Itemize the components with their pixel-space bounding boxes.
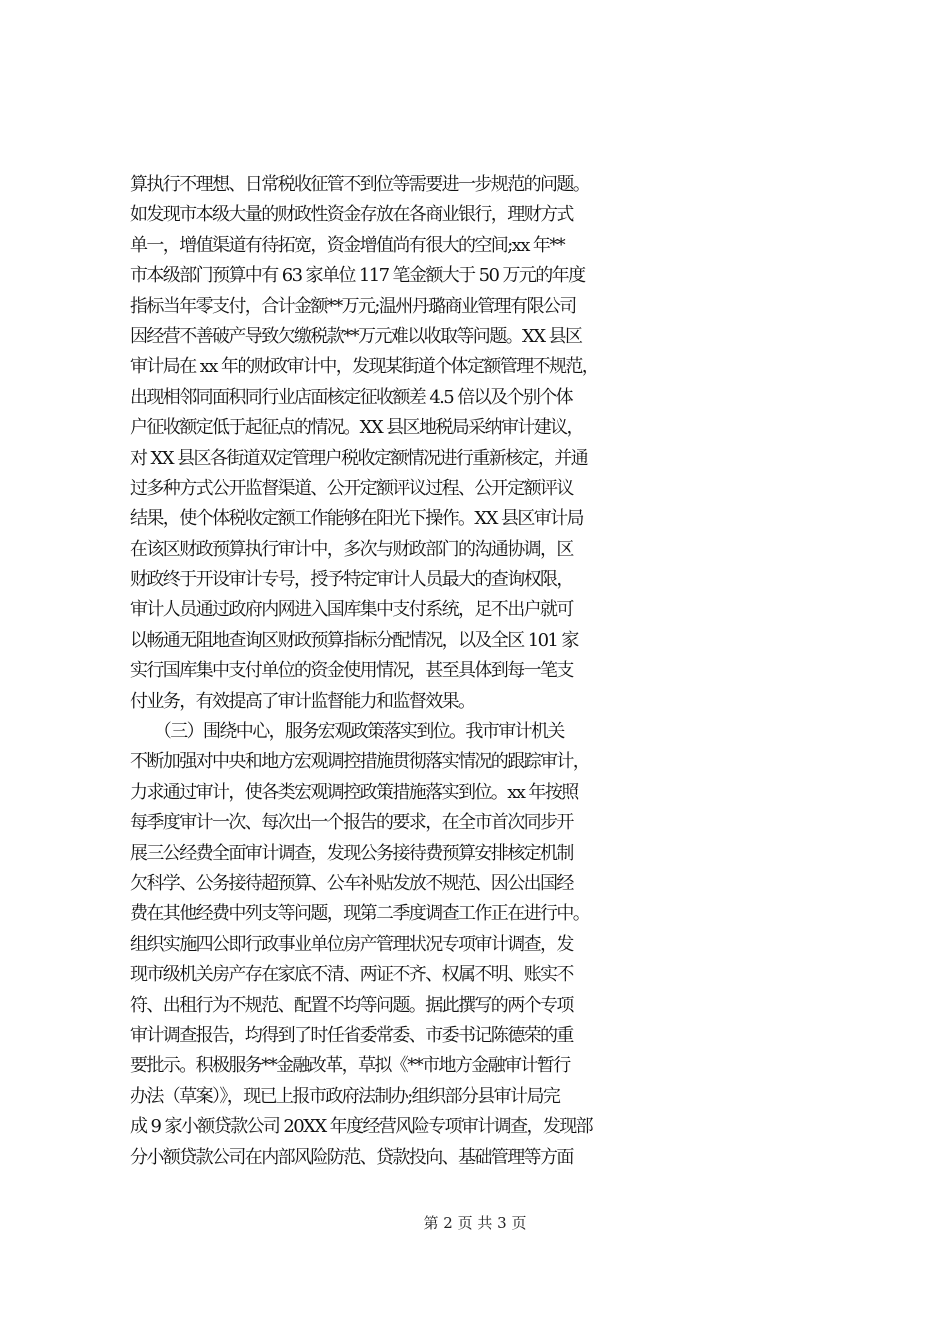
text-line: 展三公经费全面审计调查，发现公务接待费预算安排核定机制 [130,842,573,864]
text-line: 审计局在 xx 年的财政审计中，发现某街道个体定额管理不规范， [130,356,599,378]
text-line: 过多种方式公开监督渠道、公开定额评议过程、公开定额评议 [130,477,573,499]
text-line: 组织实施四公即行政事业单位房产管理状况专项审计调查，发 [130,933,573,955]
text-line: 审计调查报告，均得到了时任省委常委、市委书记陈德荣的重 [130,1024,573,1046]
text-line: 市本级部门预算中有 63 家单位 117 笔金额大于 50 万元的年度 [130,265,585,287]
text-line: 符、出租行为不规范、配置不均等问题。据此撰写的两个专项 [130,994,573,1016]
text-line: 因经营不善破产导致欠缴税款**万元难以收取等问题。XX 县区 [130,325,582,347]
text-line: 实行国库集中支付单位的资金使用情况，甚至具体到每一笔支 [130,660,573,682]
text-line: 不断加强对中央和地方宏观调控措施贯彻落实情况的跟踪审计， [130,751,590,773]
text-line: 力求通过审计，使各类宏观调控政策措施落实到位。xx 年按照 [130,781,578,803]
text-line: 对 XX 县区各街道双定管理户税收定额情况进行重新核定，并通 [130,447,588,469]
text-line: （三）围绕中心，服务宏观政策落实到位。我市审计机关 [130,721,564,743]
text-line: 如发现市本级大量的财政性资金存放在各商业银行，理财方式 [130,204,573,226]
text-line: 单一，增值渠道有待拓宽，资金增值尚有很大的空间;xx 年** [130,234,565,256]
text-line: 每季度审计一次、每次出一个报告的要求，在全市首次同步开 [130,812,573,834]
text-line: 财政终于开设审计专号，授予特定审计人员最大的查询权限， [130,569,573,591]
text-line: 户征收额定低于起征点的情况。XX 县区地税局采纳审计建议， [130,417,583,439]
text-line: 费在其他经费中列支等问题，现第二季度调查工作正在进行中。 [130,903,590,925]
text-line: 审计人员通过政府内网进入国库集中支付系统，足不出户就可 [130,599,573,621]
body-text [130,170,850,1173]
text-line: 成 9 家小额贷款公司 20XX 年度经营风险专项审计调查，发现部 [130,1116,593,1138]
text-line: 算执行不理想、日常税收征管不到位等需要进一步规范的问题。 [130,174,590,195]
text-line: 在该区财政预算执行审计中，多次与财政部门的沟通协调，区 [130,538,573,560]
text-line: 出现相邻同面积同行业店面核定征收额差 4.5 倍以及个别个体 [130,386,573,408]
text-line: 指标当年零支付，合计金额**万元;温州丹璐商业管理有限公司 [130,295,576,317]
text-line: 办法（草案）》，现已上报市政府法制办;组织部分县审计局完 [130,1085,560,1107]
text-line: 欠科学、公务接待超预算、公车补贴发放不规范、因公出国经 [130,872,573,894]
text-line: 付业务，有效提高了审计监督能力和监督效果。 [130,690,475,712]
page-footer: 第 2 页 共 3 页 [423,1214,527,1232]
text-line: 现市级机关房产存在家底不清、两证不齐、权属不明、账实不 [130,964,573,986]
text-line: 要批示。积极服务**金融改革，草拟《**市地方金融审计暂行 [130,1055,570,1077]
text-line: 分小额贷款公司在内部风险防范、贷款投向、基础管理等方面 [130,1146,573,1168]
text-line: 结果，使个体税收定额工作能够在阳光下操作。XX 县区审计局 [130,508,583,530]
text-line: 以畅通无阻地查询区财政预算指标分配情况，以及全区 101 家 [130,629,578,651]
